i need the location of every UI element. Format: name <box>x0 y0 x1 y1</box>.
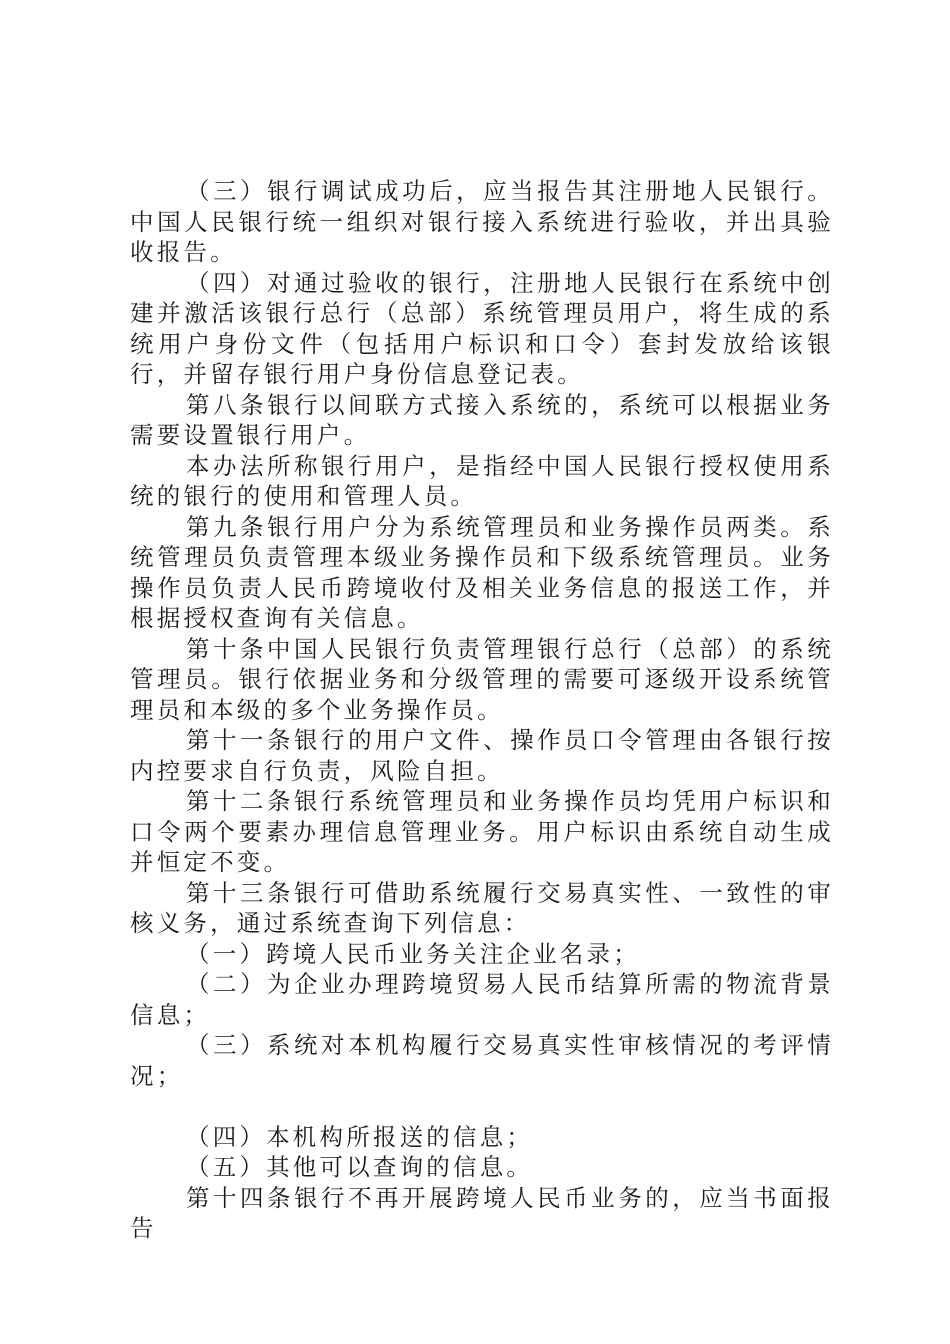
list-item-1: （一）跨境人民币业务关注企业名录； <box>186 939 640 968</box>
blank-line <box>130 1091 834 1122</box>
list-item-2: （二）为企业办理跨境贸易人民币结算所需的物流背景信息； <box>130 970 834 1029</box>
paragraph-bank-user-definition: 本办法所称银行用户，是指经中国人民银行授权使用系统的银行的使用和管理人员。 <box>130 451 834 510</box>
paragraph-item-3-verification: （三）银行调试成功后，应当报告其注册地人民银行。中国人民银行统一组织对银行接入系统进行验收，并出具验收报告。 <box>130 177 834 266</box>
paragraph-article-14: 第十四条银行不再开展跨境人民币业务的，应当书面报告 <box>130 1183 834 1242</box>
list-item-5: （五）其他可以查询的信息。 <box>186 1153 534 1181</box>
paragraph-article-11: 第十一条银行的用户文件、操作员口令管理由各银行按内控要求自行负责，风险自担。 <box>130 726 834 785</box>
paragraph-article-10: 第十条中国人民银行负责管理银行总行（总部）的系统管理员。银行依据业务和分级管理的需要可逐级开设系统管理员和本级的多个业务操作员。 <box>130 634 834 724</box>
document-page <box>130 176 834 1244</box>
paragraph-item-4-activation: （四）对通过验收的银行，注册地人民银行在系统中创建并激活该银行总行（总部）系统管理员用户，将生成的系统用户身份文件（包括用户标识和口令）套封发放给该银行，并留存银行用户身份信息登记表。 <box>130 268 834 388</box>
paragraph-article-12: 第十二条银行系统管理员和业务操作员均凭用户标识和口令两个要素办理信息管理业务。用户标识由系统自动生成并恒定不变。 <box>130 787 834 876</box>
paragraph-article-9: 第九条银行用户分为系统管理员和业务操作员两类。系统管理员负责管理本级业务操作员和下级系统管理员。业务操作员负责人民币跨境收付及相关业务信息的报送工作，并根据授权查询有关信息。 <box>130 512 834 632</box>
paragraph-article-8: 第八条银行以间联方式接入系统的，系统可以根据业务需要设置银行用户。 <box>130 390 834 449</box>
paragraph-article-13: 第十三条银行可借助系统履行交易真实性、一致性的审核义务，通过系统查询下列信息： <box>130 878 834 937</box>
list-item-3: （三）系统对本机构履行交易真实性审核情况的考评情况； <box>130 1031 834 1090</box>
list-item-4: （四）本机构所报送的信息； <box>186 1122 534 1151</box>
